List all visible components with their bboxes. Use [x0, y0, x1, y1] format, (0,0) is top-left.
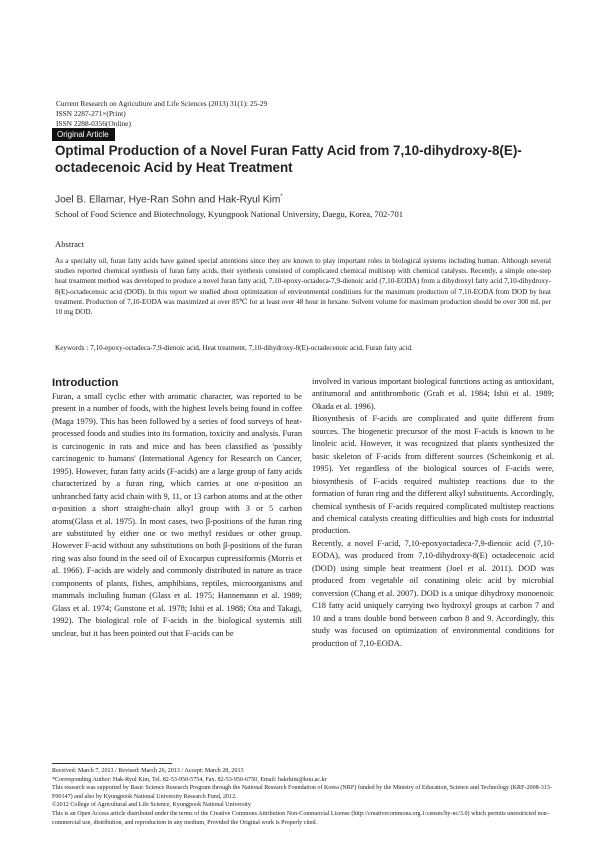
affiliation: School of Food Science and Biotechnology, Kyungpook National University, Daegu, Korea, 702-701: [55, 209, 404, 219]
intro-paragraph-4: Recently, a novel F-acid, 7,10-epoxyoctadeca-7,9-dienoic acid (7,10-EODA), was produced from 7,10-dihydroxy-8(E) octadecenoic acid (DOD) using simple heat treatment (Joel et al. 2011). DOD was produced from vegetable oil conatining oleic acid by microbial conversion (Chang et al. 2007). DOD is a unique dihydroxy monoenoic C18 fatty acid uniquely carrying two hydroxyl groups at carbon 7 and 10 and a trans double bond between carbon 8 and 9. Accordingly, this study was focused on optimization of environmental conditions for production of 7,10-EODA.: [312, 538, 554, 648]
issn-online: ISSN 2288-0356(Online): [56, 119, 131, 129]
journal-info: [56, 99, 267, 130]
footnote-funding: This research was supported by Basic Science Research Program through the National Research Foundation of Korea (NRF) funded by the Ministry of Education, Science and Technology (KRF-2008-313-F00147) and also by Kyungpook National University Research Fund, 2012.: [52, 785, 552, 800]
intro-paragraph-2: involved in various important biological functions acting as antioxidant, antitumoral and antithrombotic (Graft et al. 1984; Ishii et al. 1989; Okada et al. 1996).: [312, 377, 554, 411]
footnote-copyright: ©2012 College of Agricultural and Life Science, Kyungpook National University: [52, 802, 251, 809]
journal-citation: Current Research on Agriculture and Life Sciences (2013) 31(1): 25-29: [56, 99, 268, 108]
author-list: [55, 194, 283, 205]
footnote-divider: [52, 763, 172, 764]
issn-print: ISSN 2287-271×(Print): [56, 109, 126, 119]
abstract-text: As a specialty oil, furan fatty acids have gained special attentions since they are known to play important roles in biological systems including human. Although several studies reported chemical synthesis of furan fatty acids, their synthesis consisted of complicated chemical multistep with chemical catalysts. Recently, a simple one-step heat treatment method was developed to produce a novel furan fatty acid, 7,10-epoxy-octadeca-7,9-dienoic acid (7,10-EODA) from a dihydroxyl fatty acid 7,10-dihydroxy-8(E)-octadecenoic acid (DOD). In this report we studied about optimization of environmental conditions for the maximum production of 7,10-EODA from DOD by heat treatment. Production of 7,10-EODA was maximized at over 85℃ for at least over 48 hour in hexane. Solvent volume for maximum production should be over 300 mL per 10 mg DOD.: [55, 257, 551, 317]
authors-text: Joel B. Ellamar, Hye-Ran Sohn and Hak-Ryul Kim: [55, 194, 281, 206]
body-column-left: [52, 377, 302, 640]
abstract-heading: Abstract: [55, 239, 85, 249]
footnote-license: This is an Open Access article distributed under the terms of the Creative Commons Attribution Non-Commercial License (http://creativecommons.org.1:censes/by-nc/3.0) which permits unrestricted non-commercial use, distribution, and reproduction in any medium, Provided the Original work is Properly cited.: [52, 810, 549, 826]
article-type-badge: Original Article: [52, 128, 115, 141]
intro-paragraph-1: Furan, a small cyclic ether with aromatic character, was reported to be present in a number of foods, with the highest levels being found in coffee (Maga 1979). This has been followed by a series of food surveys of heat-processed foods and studies into its formation, toxicity and analysis. Furan is carcinogenic in rats and mice and has been classified as 'possibly carcinogenic to humans' (International Agency for Research on Cancer, 1995). However, furan fatty acids (F-acids) are a large group of fatty acids characterized by a furan ring, which carries at one α-position an unbranched fatty acid chain with 9, 11, or 13 carbon atoms and at the other α-position a short straight-chain alkyl group with 3 or 5 carbon atoms(Glass et al. 1975). In most cases, two β-positions of the furan ring are substituted by either one or two methyl residues or other group. However F-acid without any substitutions on both β-positions of the furan ring was also found in the seed oil of Exocarpus cupressiformis (Morris et al. 1966). F-acids are widely and commonly distributed in nature as trace components of plants, fishes, amphibians, reptiles, microorganisms and mammals including human (Glass et al. 1975; Hannemann et al. 1989; Glass et al. 1974; Gunstone et al. 1978; Ishii et al. 1988; Ota and Takagi, 1992). The biological role of F-acids in the biological systemis still unclear, but it has been pointed out that F-acids can be: [52, 392, 302, 638]
footnotes: [52, 767, 556, 827]
intro-paragraph-3: Biosynthesis of F-acids are complicated and quite different from sources. The biogenetic precursor of the most F-acids is known to be linoleic acid. However, it was recognized that plants synthesized the basic skeleton of F-acids from different sources (Scheinkonig et al. 1995). Yet regardless of the biological sources of F-acids were, biosynthesis of F-acids required multistep reactions due to the formation of furan ring and the different alkyl substituents. Accordingly, chemical synthesis of F-acids required complicated multistep reactions and chemical catalysts creating difficulties and high costs for industrial production.: [312, 414, 554, 536]
keywords: Keywords : 7,10-epoxy-octadeca-7,9-dienoic acid, Heat treatment, 7,10-dihydroxy-8(E)-octadecenoic acid, Furan fatty acid.: [55, 344, 413, 352]
footnote-corresponding: *Corresponding Author: Hak-Ryul Kim, Tel. 82-53-950-5754, Fax. 82-53-950-6750, Email: hakrkim@knu.ac.kr: [52, 776, 327, 783]
footnote-dates: Received: March 7, 2013 / Revised: March 26, 2013 / Accept: March 28, 2013: [52, 768, 244, 774]
body-column-right: [312, 376, 554, 650]
corresponding-mark: *: [280, 194, 283, 200]
article-title: Optimal Production of a Novel Furan Fatty Acid from 7,10-dihydroxy-8(E)-octadecenoic Acid by Heat Treatment: [55, 143, 522, 175]
section-heading-introduction: Introduction: [52, 377, 119, 389]
